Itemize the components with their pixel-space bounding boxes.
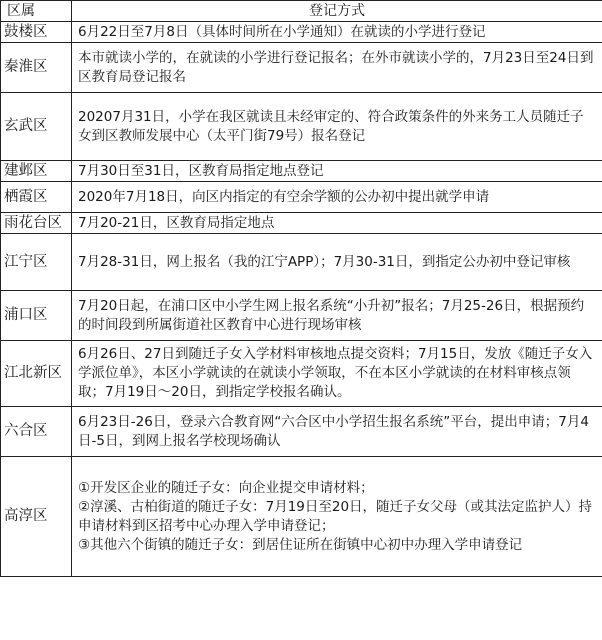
district-cell: 江北新区 bbox=[1, 341, 72, 407]
table-row bbox=[1, 182, 602, 213]
district-cell: 玄武区 bbox=[1, 93, 72, 161]
method-line: 本市就读小学的，在就读的小学进行登记报名；在外市就读小学的，7月23日至24日到区教育局登记报名 bbox=[78, 49, 594, 85]
method-line: 7月28-31日，网上报名（我的江宁APP）；7月30-31日，到指定公办初中登记审核 bbox=[78, 253, 571, 270]
table-row bbox=[1, 93, 602, 161]
district-cell: 栖霞区 bbox=[1, 182, 72, 213]
table-row bbox=[1, 234, 602, 291]
district-cell: 秦淮区 bbox=[1, 43, 72, 93]
method-cell bbox=[72, 341, 602, 407]
method-line: 20207月31日，小学在我区就读且未经审定的、符合政策条件的外来务工人员随迁子女到区教师发展中心（太平门街79号）报名登记 bbox=[78, 108, 584, 144]
method-cell bbox=[72, 22, 602, 43]
method-cell bbox=[72, 291, 602, 341]
district-cell: 鼓楼区 bbox=[1, 22, 72, 43]
district-cell: 建邺区 bbox=[1, 161, 72, 182]
method-cell bbox=[72, 457, 602, 577]
district-cell: 六合区 bbox=[1, 407, 72, 457]
method-line: 6月22日至7月8日（具体时间所在小学通知）在就读的小学进行登记 bbox=[78, 23, 486, 40]
district-cell: 江宁区 bbox=[1, 234, 72, 291]
method-line: 7月20日起，在浦口区中小学生网上报名系统“小升初”报名；7月25-26日，根据预约的时间段到所属街道社区教育中心进行现场审核 bbox=[78, 297, 585, 333]
table-row bbox=[1, 291, 602, 341]
method-cell bbox=[72, 43, 602, 93]
method-line: ①开发区企业的随迁子女：向企业提交申请材料； bbox=[78, 479, 374, 496]
table-row bbox=[1, 43, 602, 93]
table-row bbox=[1, 161, 602, 182]
method-cell bbox=[72, 213, 602, 234]
table-row bbox=[1, 407, 602, 457]
table-row bbox=[1, 213, 602, 234]
header-row bbox=[1, 1, 602, 22]
method-line: 6月26日、27日到随迁子女入学材料审核地点提交资料；7月15日，发放《随迁子女入学派位单》，本区小学就读的在就读小学领取，不在本区小学就读的在材料审核点领取；7月19日～20日，到指定学校报名确认。 bbox=[78, 346, 593, 400]
method-line: 6月23日-26日，登录六合教育网“六合区中小学招生报名系统”平台，提出申请；7月4日-5日，到网上报名学校现场确认 bbox=[78, 413, 589, 449]
district-cell: 雨花台区 bbox=[1, 213, 72, 234]
method-cell bbox=[72, 407, 602, 457]
method-line: 7月20-21日，区教育局指定地点 bbox=[78, 214, 275, 231]
method-line: 7月30日至31日，区教育局指定地点登记 bbox=[78, 162, 324, 179]
district-cell: 高淳区 bbox=[1, 457, 72, 577]
header-district: 区属 bbox=[1, 1, 72, 22]
table-row bbox=[1, 457, 602, 577]
method-cell bbox=[72, 182, 602, 213]
header-method: 登记方式 bbox=[72, 1, 602, 22]
method-cell bbox=[72, 161, 602, 182]
district-cell: 浦口区 bbox=[1, 291, 72, 341]
table-row bbox=[1, 22, 602, 43]
method-line: 2020年7月18日，向区内指定的有空余学额的公办初中提出就学申请 bbox=[78, 188, 490, 205]
method-line: ③其他六个街镇的随迁子女：到居住证所在街镇中心初中办理入学申请登记 bbox=[78, 536, 523, 553]
table-row bbox=[1, 341, 602, 407]
method-line: ②淳溪、古柏街道的随迁子女：7月19日至20日，随迁子女父母（或其法定监护人）持申请材料到区招考中心办理入学申请登记； bbox=[78, 498, 593, 534]
method-cell bbox=[72, 93, 602, 161]
method-cell bbox=[72, 234, 602, 291]
